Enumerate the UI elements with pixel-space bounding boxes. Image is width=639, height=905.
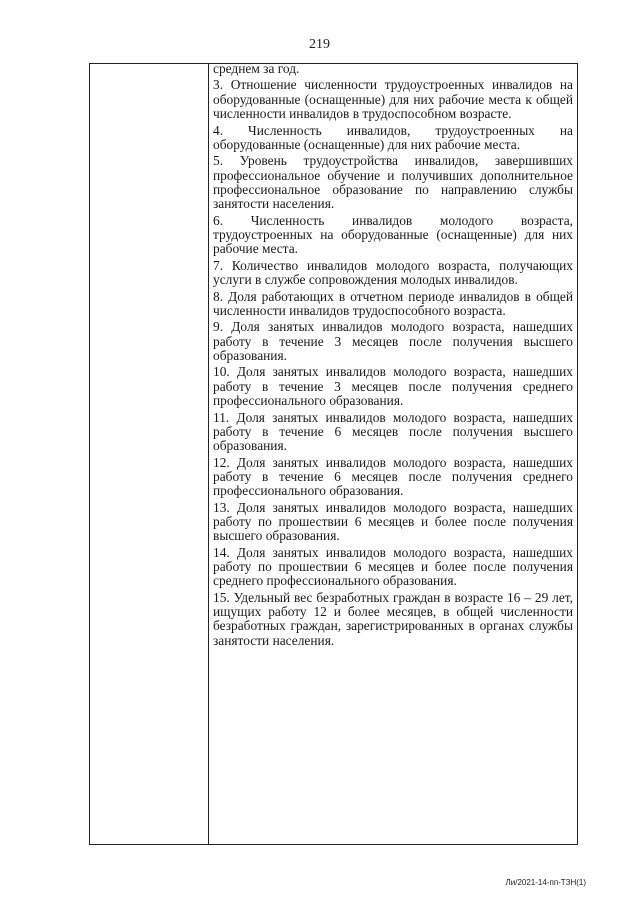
indicator-item: 13. Доля занятых инвалидов молодого возраста, нашедших работу по прошествии 6 месяцев и более после получения высшего образования. (213, 499, 573, 544)
indicator-table (89, 63, 578, 845)
indicator-item: 5. Уровень трудоустройства инвалидов, завершивших профессиональное обучение и получивших дополнительное профессиональное образование по направлению службы занятости населения. (213, 153, 573, 212)
indicator-item: 8. Доля работающих в отчетном периоде инвалидов в общей численности инвалидов трудоспособного возраста. (213, 288, 573, 318)
indicator-item: 7. Количество инвалидов молодого возраста, получающих услуги в службе сопровождения молодых инвалидов. (213, 257, 573, 288)
indicator-item: 15. Удельный вес безработных граждан в возрасте 16 – 29 лет, ищущих работу 12 и более месяцев, в общей численности безработных граждан, зарегистрированных в органах службы занятости населения. (213, 589, 573, 648)
indicator-item: 12. Доля занятых инвалидов молодого возраста, нашедших работу в течение 6 месяцев после получения среднего профессионального образования. (213, 454, 573, 499)
indicator-list (213, 61, 573, 650)
indicator-item: 14. Доля занятых инвалидов молодого возраста, нашедших работу по прошествии 6 месяцев и более после получения среднего профессионального образования. (213, 544, 573, 589)
indicator-item: 11. Доля занятых инвалидов молодого возраста, нашедших работу в течение 6 месяцев после получения высшего образования. (213, 409, 573, 454)
indicator-item: 10. Доля занятых инвалидов молодого возраста, нашедших работу в течение 3 месяцев после получения среднего профессионального образования. (213, 364, 573, 409)
indicator-item: 3. Отношение численности трудоустроенных инвалидов на оборудованные (оснащенные) для них рабочие места к общей численности инвалидов в трудоспособном возрасте. (213, 77, 573, 122)
column-divider (208, 64, 209, 844)
indicator-item: среднем за год. (213, 61, 300, 76)
page-number: 219 (309, 37, 330, 52)
indicator-item: 9. Доля занятых инвалидов молодого возраста, нашедших работу в течение 3 месяцев после получения высшего образования. (213, 319, 573, 363)
indicator-item: 4. Численность инвалидов, трудоустроенных на оборудованные (оснащенные) для них рабочие места. (213, 122, 573, 152)
indicator-item: 6. Численность инвалидов молодого возраста, трудоустроенных на оборудованные (оснащенные) для них рабочие места. (213, 212, 573, 257)
document-code: Ли/2021-14-пп-ТЗН(1) (505, 878, 586, 887)
